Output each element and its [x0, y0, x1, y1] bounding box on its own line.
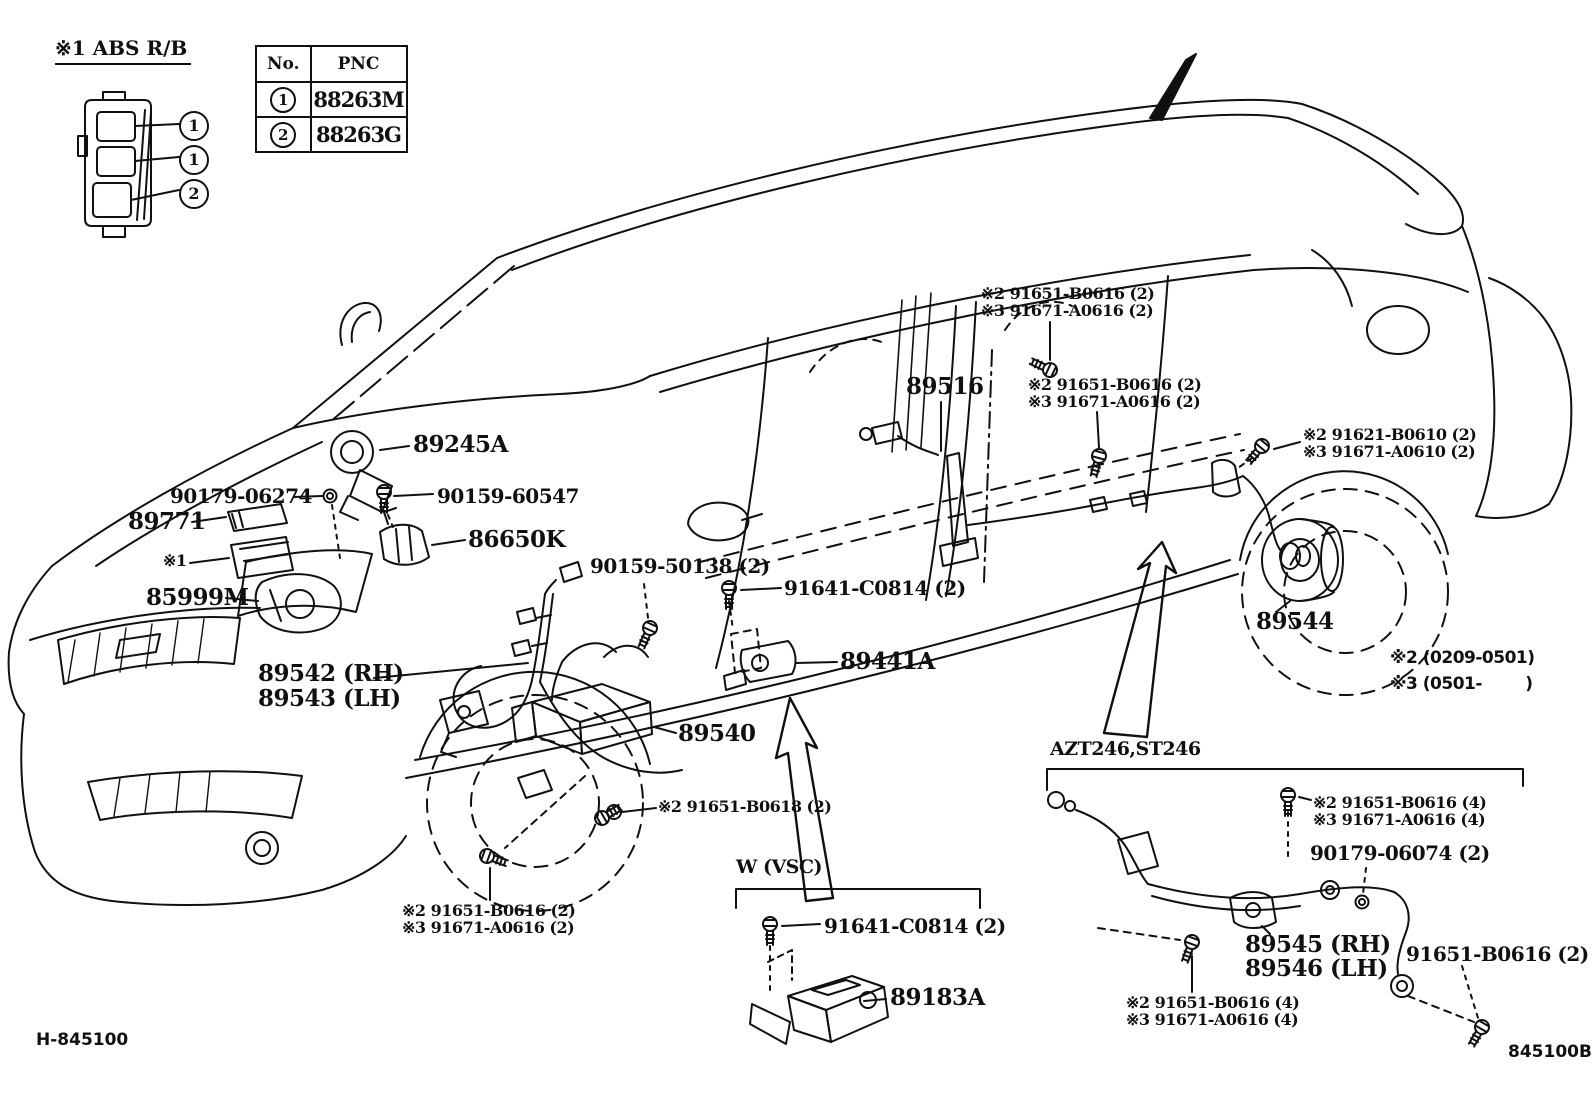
part-label-91641-C0814-a: 91641-C0814 (2)	[784, 576, 966, 600]
pnc-value: 88263G	[311, 117, 407, 152]
drawing-number-left: H-845100	[36, 1030, 129, 1050]
part-label-note1-ref: ※1	[163, 551, 187, 570]
part-label-90159-50138: 90159-50138 (2)	[590, 554, 770, 578]
part-label-bolt-note: ※2 91651-B0616 (2)	[1028, 375, 1202, 394]
part-label-91651-B0616: 91651-B0616 (2)	[1406, 942, 1589, 966]
pnc-col-pnc: PNC	[311, 46, 407, 82]
connector-callout: 1	[179, 145, 209, 175]
drawing-number-right: 845100B	[1508, 1042, 1592, 1062]
part-label-90159-60547: 90159-60547	[437, 484, 579, 508]
part-label-89545-rh: 89545 (RH)	[1245, 931, 1391, 958]
part-label-89516: 89516	[906, 373, 984, 400]
table-row	[256, 117, 407, 152]
part-label-90179-06274: 90179-06274	[170, 484, 312, 508]
part-label-bolt-note: ※2 91621-B0610 (2)	[1303, 425, 1477, 444]
part-label-89245A: 89245A	[413, 431, 508, 458]
part-label-bolt-note: ※3 91671-A0616 (4)	[1313, 810, 1486, 829]
part-label-bolt-note: ※2 91651-B0616 (4)	[1313, 793, 1487, 812]
part-label-85999M: 85999M	[146, 584, 249, 611]
part-label-bolt-note: ※3 91671-A0616 (2)	[402, 918, 575, 937]
part-label-89546-lh: 89546 (LH)	[1245, 955, 1388, 982]
front-speed-sensor-wire-89542	[374, 562, 682, 773]
part-label-89543-lh: 89543 (LH)	[258, 685, 401, 712]
model-code-label: AZT246,ST246	[1050, 738, 1201, 760]
pointer-arrow-azt	[1104, 542, 1176, 737]
part-label-bolt-note: ※3 91671-A0616 (2)	[1028, 392, 1201, 411]
table-row	[256, 82, 407, 117]
part-label-91651-B0618: ※2 91651-B0618 (2)	[658, 797, 832, 816]
height-sensor-89245A	[331, 431, 409, 520]
part-label-89771: 89771	[128, 508, 206, 535]
part-label-89544: 89544	[1256, 608, 1334, 635]
date-range-note-3: ※3 (0501- )	[1390, 674, 1533, 694]
vehicle-outline	[9, 54, 1572, 911]
vsc-option-label: W (VSC)	[736, 856, 823, 878]
abs-relay-block-connector-figure	[78, 92, 179, 237]
vsc-subassembly	[736, 889, 980, 1044]
front-wheel-fasteners	[478, 770, 656, 900]
part-label-bolt-note: ※3 91671-A0610 (2)	[1303, 442, 1476, 461]
pnc-col-no: No.	[256, 46, 311, 82]
part-label-bolt-note: ※2 91651-B0616 (2)	[402, 901, 576, 920]
row-number-badge: 2	[270, 122, 296, 148]
row-number-badge: 1	[270, 87, 296, 113]
pnc-table	[255, 45, 408, 153]
part-label-bolt-note: ※2 91651-B0616 (4)	[1126, 993, 1300, 1012]
part-label-89542-rh: 89542 (RH)	[258, 660, 404, 687]
connector-callout: 1	[179, 111, 209, 141]
part-label-bolt-note: ※3 91671-A0616 (4)	[1126, 1010, 1299, 1029]
date-range-note-2: ※2 (0209-0501)	[1390, 648, 1535, 668]
part-label-bolt-note: ※2 91651-B0616 (2)	[981, 284, 1155, 303]
part-label-86650K: 86650K	[468, 526, 566, 553]
part-label-89540: 89540	[678, 720, 756, 747]
part-label-89441A: 89441A	[840, 648, 935, 675]
part-label-bolt-note: ※3 91671-A0616 (2)	[981, 301, 1154, 320]
part-label-90179-06074: 90179-06074 (2)	[1310, 841, 1490, 865]
connector-callout: 2	[179, 179, 209, 209]
pnc-value: 88263M	[311, 82, 407, 117]
part-label-91641-C0814-b: 91641-C0814 (2)	[824, 914, 1006, 938]
part-label-89183A: 89183A	[890, 984, 985, 1011]
abs-relay-block-note: ※1 ABS R/B	[55, 36, 191, 65]
